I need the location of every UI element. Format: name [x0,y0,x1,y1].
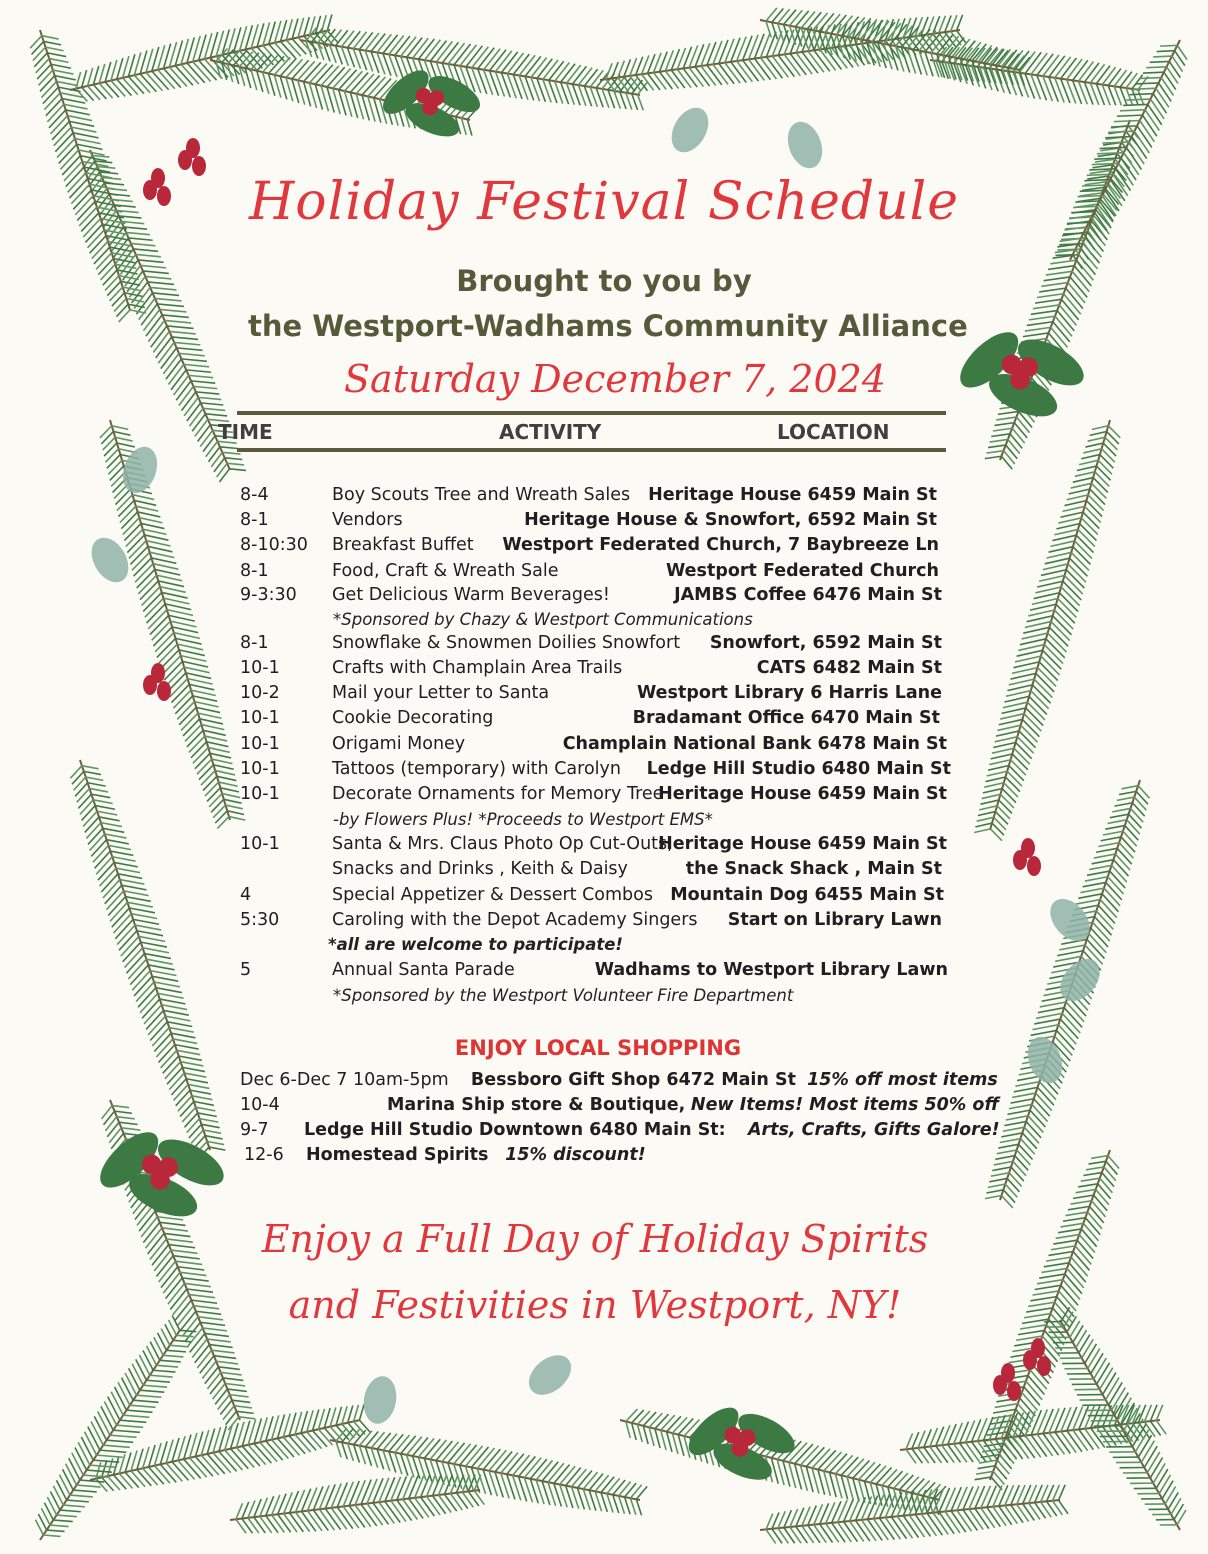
row-activity: Decorate Ornaments for Memory Tree [332,784,664,804]
row-activity: Santa & Mrs. Claus Photo Op Cut-Outs, [332,834,673,854]
row-activity: Caroling with the Depot Academy Singers [332,910,698,930]
row-activity: Breakfast Buffet [332,535,474,555]
row-time: 10-2 [240,683,280,703]
row-location: Ledge Hill Studio 6480 Main St [646,759,951,779]
row-location: JAMBS Coffee 6476 Main St [674,585,942,605]
eucalyptus-icon [782,117,828,173]
row-activity: Snacks and Drinks , Keith & Daisy [332,859,628,879]
berry-icon [1001,1363,1015,1383]
row-activity: Tattoos (temporary) with Carolyn [332,759,621,779]
row-activity: Vendors [332,510,403,530]
shop-store: Marina Ship store & Boutique, [387,1095,686,1115]
schedule-row [240,561,939,586]
row-time: 10-1 [240,734,280,754]
shop-store: Bessboro Gift Shop 6472 Main St [470,1070,796,1090]
schedule-row [240,535,939,560]
eucalyptus-icon [360,1374,400,1427]
shopping-title: ENJOY LOCAL SHOPPING [454,1036,742,1060]
pine-branch [35,1316,196,1540]
shop-item-details [387,1095,999,1115]
pine-branch [230,1475,484,1534]
row-time: 8-1 [240,510,269,530]
schedule-row [240,960,948,985]
column-header-activity: ACTIVITY [499,420,602,444]
shop-item [240,1095,280,1115]
berry-icon [1027,856,1041,876]
row-time: 8-4 [240,485,269,505]
row-time: 8-1 [240,633,269,653]
schedule-row [240,485,937,510]
row-time: 10-1 [240,658,280,678]
sponsor-note-fire: *Sponsored by the Westport Volunteer Fire Department [333,986,794,1005]
schedule-row [240,734,947,759]
row-location: Heritage House 6459 Main St [648,485,937,505]
participation-note: *all are welcome to participate! [328,935,623,954]
schedule-row [240,510,937,535]
berry-icon [186,138,200,158]
row-time: 9-3:30 [240,585,297,605]
row-activity: Origami Money [332,734,466,754]
sponsor-line-1: Brought to you by [456,264,752,298]
shop-time: 9-7 [240,1120,269,1140]
shop-deal: 15% discount! [505,1145,646,1165]
closing-line-2: and Festivities in Westport, NY! [288,1283,902,1327]
shop-item [240,1070,998,1090]
row-location: CATS 6482 Main St [756,658,942,678]
schedule-row [240,633,942,658]
row-time: 10-1 [240,834,280,854]
shop-deal: Arts, Crafts, Gifts Galore! [747,1120,1000,1140]
page-title: Holiday Festival Schedule [248,172,960,232]
schedule-row [240,683,942,708]
row-location: Westport Library 6 Harris Lane [637,683,942,703]
eucalyptus-icon [1042,891,1097,948]
row-activity: Crafts with Champlain Area Trails [332,658,623,678]
row-activity: Boy Scouts Tree and Wreath Sales [332,485,631,505]
row-location: the Snack Shack , Main St [685,859,942,879]
header-rule-top [237,411,946,415]
berry-icon [150,1170,170,1190]
row-activity: Annual Santa Parade [332,960,515,980]
row-activity: Mail your Letter to Santa [332,683,550,703]
holly-icon [681,1400,801,1488]
schedule-row [240,658,942,683]
shop-deal: New Items! Most items 50% off [690,1095,1000,1115]
shop-item-details [304,1120,1000,1140]
row-time: 10-1 [240,708,280,728]
row-activity: Cookie Decorating [332,708,494,728]
row-time: 8-10:30 [240,535,308,555]
berry-icon [1031,1338,1045,1358]
eucalyptus-icon [521,1347,578,1402]
closing-line-1: Enjoy a Full Day of Holiday Spirits [261,1217,929,1261]
shop-time: Dec 6-Dec 7 10am-5pm [240,1070,449,1090]
row-time: 4 [240,885,252,905]
shop-deal: 15% off most items [807,1070,998,1090]
shop-time: 12-6 [244,1145,284,1165]
row-location: Wadhams to Westport Library Lawn [594,960,948,980]
row-time: 10-1 [240,784,280,804]
schedule-row [240,859,942,884]
row-location: Heritage House 6459 Main St [658,784,947,804]
shop-time: 10-4 [240,1095,280,1115]
shop-item [240,1120,269,1140]
sponsor-note-chazy: *Sponsored by Chazy & Westport Communications [333,610,753,629]
row-activity: Get Delicious Warm Beverages! [332,585,610,605]
column-header-location: LOCATION [777,420,890,444]
row-location: Champlain National Bank 6478 Main St [562,734,947,754]
row-activity: Food, Craft & Wreath Sale [332,561,559,581]
berry-icon [1007,1381,1021,1401]
pine-branch [620,1409,946,1515]
pine-branch [974,420,1120,841]
row-location: Start on Library Lawn [727,910,942,930]
row-location: Heritage House 6459 Main St [658,834,947,854]
berry-icon [1021,838,1035,858]
event-date: Saturday December 7, 2024 [344,357,886,401]
row-time: 5 [240,960,252,980]
row-location: Westport Federated Church [666,561,939,581]
pine-branch [70,14,339,101]
eucalyptus-icon [664,101,716,159]
schedule-row [240,834,947,859]
berry-icon [422,100,437,115]
row-time: 10-1 [240,759,280,779]
berry-icon [151,663,165,683]
row-location: Snowfort, 6592 Main St [709,633,942,653]
pine-branch [70,760,225,1159]
eucalyptus-icon [84,531,136,589]
row-location: Mountain Dog 6455 Main St [670,885,944,905]
row-time: 8-1 [240,561,269,581]
row-time: 5:30 [240,910,280,930]
berry-icon [157,681,171,701]
column-header-time: TIME [218,420,273,444]
schedule-row [240,708,940,733]
schedule-row [240,910,942,935]
row-location: Westport Federated Church, 7 Baybreeze Ln [502,535,939,555]
pine-branch [100,420,245,829]
shop-store: Homestead Spirits [305,1145,489,1165]
schedule-row [240,759,951,784]
schedule-row [240,885,944,910]
row-activity: Snowflake & Snowmen Doilies Snowfort [332,633,681,653]
shop-item [244,1145,646,1165]
sponsor-note-flowers: -by Flowers Plus! *Proceeds to Westport EMS* [333,810,713,829]
schedule-row [240,585,942,610]
row-location: Bradamant Office 6470 Main St [632,708,940,728]
header-rule-bottom [237,448,946,452]
sponsor-line-2: the Westport-Wadhams Community Alliance [248,309,968,343]
pine-branch [90,1404,370,1491]
row-location: Heritage House & Snowfort, 6592 Main St [524,510,937,530]
row-activity: Special Appetizer & Dessert Combos [332,885,653,905]
pine-branch [760,8,1030,86]
berry-icon [1037,1356,1051,1376]
shop-store: Ledge Hill Studio Downtown 6480 Main St: [304,1120,726,1140]
berry-icon [732,1440,749,1457]
schedule-row [240,784,947,809]
